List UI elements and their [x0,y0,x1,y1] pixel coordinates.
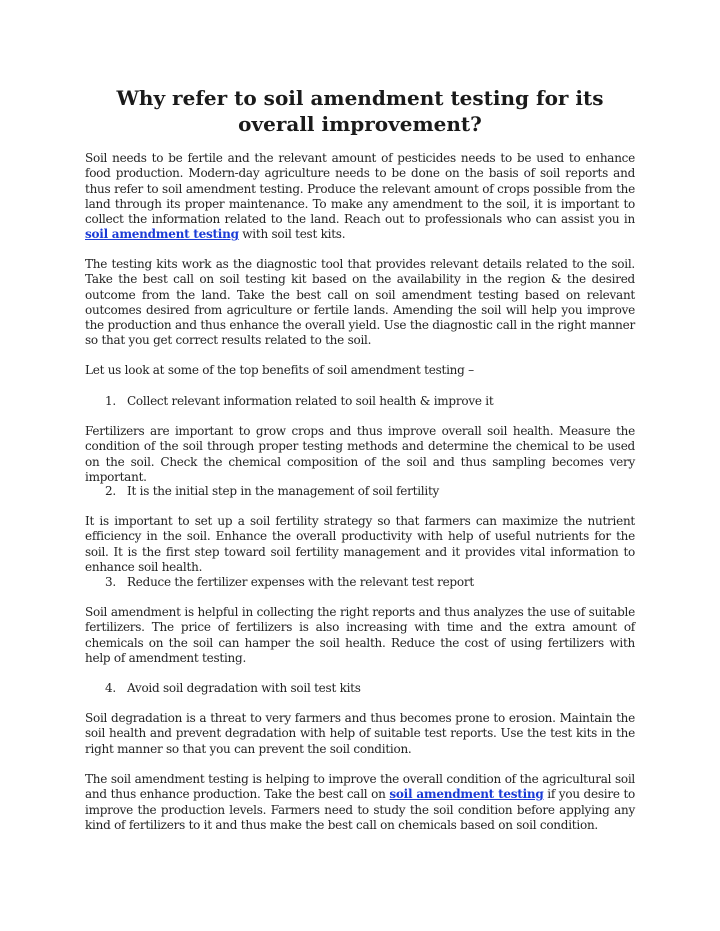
conclusion-text-end: if you desire to improve the production levels. Farmers need to study the soil condition before applying any kind of fertilizers to it and thus make the best call on chemicals based on soil condition. [85,787,635,832]
soil-amendment-testing-link[interactable]: soil amendment testing [389,787,544,802]
list-item-text: It is the initial step in the management of soil fertility [127,484,440,498]
list-item [105,575,635,590]
list-number: 4. [105,681,116,695]
list-item [105,394,635,409]
conclusion-paragraph [85,772,635,833]
list-number: 1. [105,394,116,408]
list-item-text: Collect relevant information related to soil health & improve it [127,394,494,408]
intro-text: Soil needs to be fertile and the relevant amount of pesticides needs to be used to enhance food production. Modern-day agriculture needs to be done on the basis of soil reports and thus refer to soil amendment testing. Produce the relevant amount of crops possible from the land through its proper maintenance. To make any amendment to the soil, it is important to collect the information related to the land. Reach out to professionals who can assist you in [85,151,635,227]
testing-kits-paragraph: The testing kits work as the diagnostic tool that provides relevant details related to the soil. Take the best call on soil testing kit based on the availability in the region & the desired outcome from the land. Take the best call on soil amendment testing based on relevant outcomes desired from agriculture or fertile lands. Amending the soil will help you improve the production and thus enhance the overall yield. Use the diagnostic call in the right manner so that you get correct results related to the soil. [85,257,635,348]
list-item-text: Avoid soil degradation with soil test kits [127,681,361,695]
page-title: Why refer to soil amendment testing for its overall improvement? [116,86,604,136]
intro-paragraph [85,151,635,243]
conclusion-text: The soil amendment testing is helping to improve the overall condition of the agricultural soil and thus enhance production. Take the best call on [85,772,635,802]
list-number: 2. [105,484,116,498]
benefits-intro: Let us look at some of the top benefits of soil amendment testing – [85,363,474,377]
benefit-paragraph: Fertilizers are important to grow crops and thus improve overall soil health. Measure the condition of the soil through proper testing methods and determine the chemical to be used on the soil. Check the chemical composition of the soil and thus sampling becomes very important. [85,424,635,484]
benefit-paragraph: Soil degradation is a threat to very farmers and thus becomes prone to erosion. Maintain the soil health and prevent degradation with help of suitable test reports. Use the test kits in the right manner so that you can prevent the soil condition. [85,711,635,756]
soil-amendment-testing-link[interactable]: soil amendment testing [85,227,239,242]
intro-text-end: with soil test kits. [238,227,346,242]
benefit-paragraph: It is important to set up a soil fertility strategy so that farmers can maximize the nutrient efficiency in the soil. Enhance the overall productivity with help of useful nutrients for the soil. It is the first step toward soil fertility management and it provides vital information to enhance soil health. [85,514,635,574]
list-item-text: Reduce the fertilizer expenses with the relevant test report [127,575,474,589]
benefit-paragraph: Soil amendment is helpful in collecting the right reports and thus analyzes the use of suitable fertilizers. The price of fertilizers is also increasing with time and the extra amount of chemicals on the soil can hamper the soil health. Reduce the cost of using fertilizers with help of amendment testing. [85,605,635,665]
list-item [105,484,635,499]
list-number: 3. [105,575,116,589]
list-item [105,681,635,696]
